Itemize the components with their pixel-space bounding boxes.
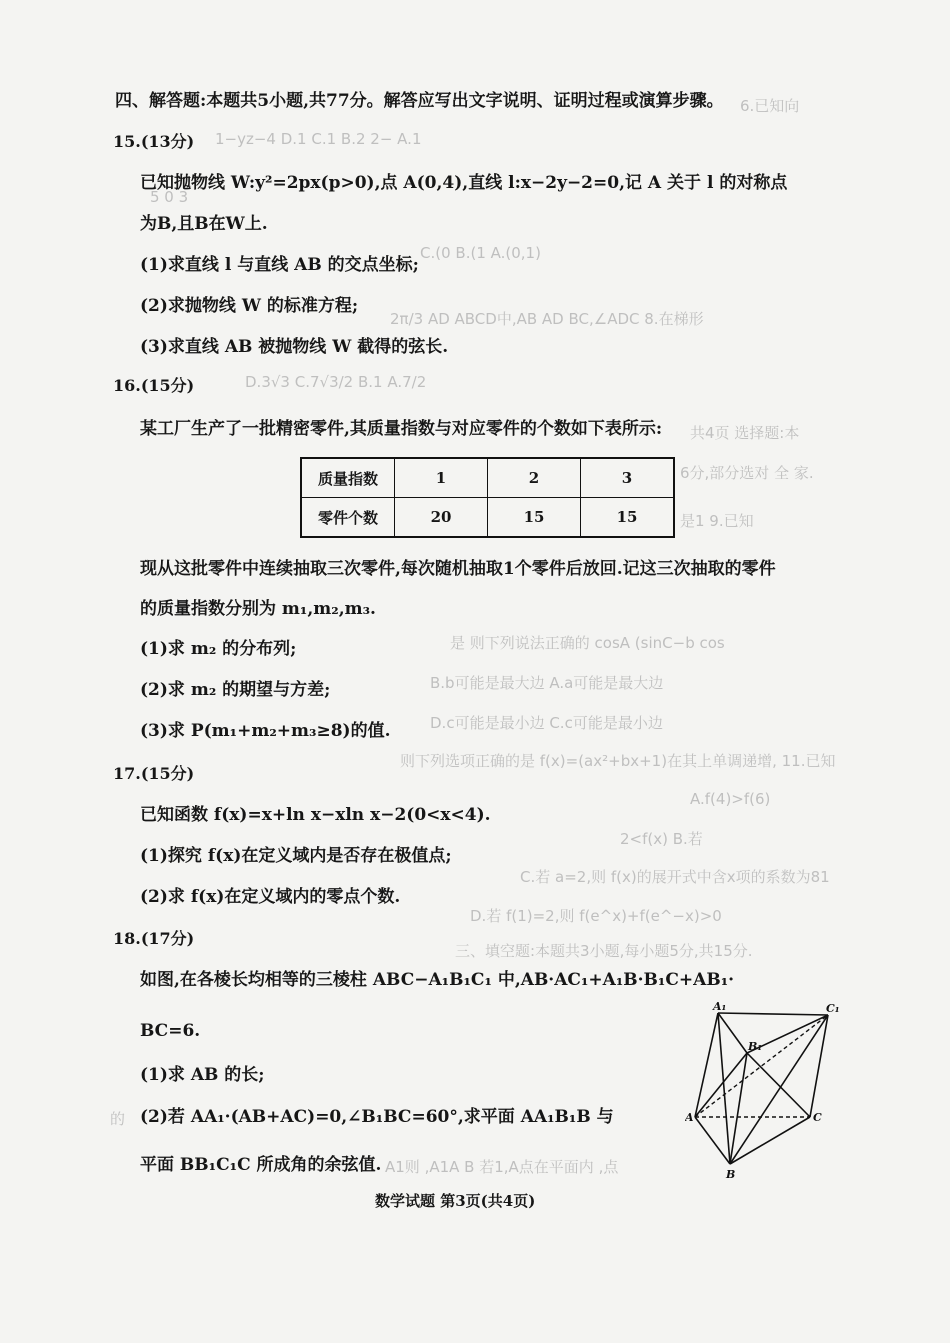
diagonal-b1c [747,1053,810,1117]
q16-paragraph-line-2: 的质量指数分别为 m₁,m₂,m₃. [140,599,376,619]
q15-part-1: (1)求直线 l 与直线 AB 的交点坐标; [140,255,419,275]
q18-part-3: 平面 BB₁C₁C 所成角的余弦值. [140,1155,382,1175]
bleed-through-text: 1−yz−4 D.1 C.1 B.2 2− A.1 [215,130,422,148]
q18-part-2: (2)若 AA₁·(AB+AC)=0,∠B₁BC=60°,求平面 AA₁B₁B 与 [140,1107,614,1127]
bleed-through-text: 三、填空题:本题共3小题,每小题5分,共15分. [455,942,753,960]
bleed-through-text: C.(0 B.(1 A.(0,1) [420,244,541,262]
q18-stem-line-2: BC=6. [140,1021,201,1041]
edge-bc [730,1117,810,1164]
bleed-through-text: 6.已知向 [740,97,800,115]
q18-header: 18.(17分) [113,929,195,948]
bleed-through-text: 2π/3 AD ABCD中,AB AD BC,∠ADC 8.在梯形 [390,310,704,328]
table-row-label: 质量指数 [301,458,395,498]
table-row [301,458,674,498]
label-c1: C₁ [826,1002,840,1015]
q15-header: 15.(13分) [113,132,195,151]
bleed-through-text: 是1 9.已知 [680,512,754,530]
q16-part-1: (1)求 m₂ 的分布列; [140,639,297,659]
label-b: B [726,1168,736,1181]
edge-ab [695,1117,730,1164]
q16-header: 16.(15分) [113,376,195,395]
bleed-through-text: C.若 a=2,则 f(x)的展开式中含x项的系数为81 [520,868,830,886]
q15-stem-line-1: 已知抛物线 W:y²=2px(p>0),点 A(0,4),直线 l:x−2y−2=0,记 A 关于 l 的对称点 [140,173,788,193]
triangular-prism-figure [685,1000,845,1185]
edge-aa1 [695,1013,718,1117]
bleed-through-text: 6分,部分选对 全 家. [680,464,814,482]
q15-part-3: (3)求直线 AB 被抛物线 W 截得的弦长. [140,337,449,357]
q16-part-2: (2)求 m₂ 的期望与方差; [140,680,331,700]
bleed-through-text: B.b可能是最大边 A.a可能是最大边 [430,674,664,692]
q18-stem-line-1: 如图,在各棱长均相等的三棱柱 ABC−A₁B₁C₁ 中,AB·AC₁+A₁B·B₁C+AB₁· [140,970,735,990]
q16-paragraph-line-1: 现从这批零件中连续抽取三次零件,每次随机抽取1个零件后放回.记这三次抽取的零件 [140,559,776,579]
edge-a1c1 [718,1013,828,1015]
q16-part-3: (3)求 P(m₁+m₂+m₃≥8)的值. [140,721,391,741]
q15-part-2: (2)求抛物线 W 的标准方程; [140,296,359,316]
bleed-through-text: 的 [110,1110,126,1128]
bleed-through-text: A.f(4)>f(6) [690,790,771,808]
q16-stem: 某工厂生产了一批精密零件,其质量指数与对应零件的个数如下表所示: [140,419,663,439]
table-cell: 15 [488,498,581,538]
quality-table [300,457,675,538]
bleed-through-text: 5 0 3 [150,188,189,206]
bleed-through-text: 2<f(x) B.若 [620,830,703,848]
bleed-through-text: A1则 ,A1A B 若1,A点在平面内 ,点 [385,1158,619,1176]
page-footer: 数学试题 第3页(共4页) [375,1192,536,1210]
table-row [301,498,674,538]
diagonal-a1b [718,1013,730,1164]
table-cell: 20 [395,498,488,538]
edge-cc1 [810,1015,828,1117]
table-cell: 1 [395,458,488,498]
q17-header: 17.(15分) [113,764,195,783]
table-cell: 3 [581,458,675,498]
bleed-through-text: D.若 f(1)=2,则 f(e^x)+f(e^−x)>0 [470,907,722,925]
label-b1: B₁ [748,1040,763,1053]
q18-part-1: (1)求 AB 的长; [140,1065,265,1085]
bleed-through-text: 则下列选项正确的是 f(x)=(ax²+bx+1)在其上单调递增, 11.已知 [400,752,836,770]
table-cell: 2 [488,458,581,498]
bleed-through-text: D.c可能是最小边 C.c可能是最小边 [430,714,663,732]
table-row-label: 零件个数 [301,498,395,538]
q17-part-2: (2)求 f(x)在定义域内的零点个数. [140,887,401,907]
table-cell: 15 [581,498,675,538]
label-c: C [813,1111,822,1124]
label-a1: A₁ [713,1000,727,1013]
label-a: A [685,1111,694,1124]
q15-stem-line-2: 为B,且B在W上. [140,214,268,234]
bleed-through-text: D.3√3 C.7√3/2 B.1 A.7/2 [245,373,427,391]
q17-stem: 已知函数 f(x)=x+ln x−xln x−2(0<x<4). [140,805,491,825]
bleed-through-text: 是 则下列说法正确的 cosA (sinC−b cos [450,634,725,652]
edge-a1b1 [718,1013,747,1053]
q17-part-1: (1)探究 f(x)在定义域内是否存在极值点; [140,846,452,866]
bleed-through-text: 共4页 选择题:本 [690,424,800,442]
section-title: 四、解答题:本题共5小题,共77分。解答应写出文字说明、证明过程或演算步骤。 [115,91,724,111]
